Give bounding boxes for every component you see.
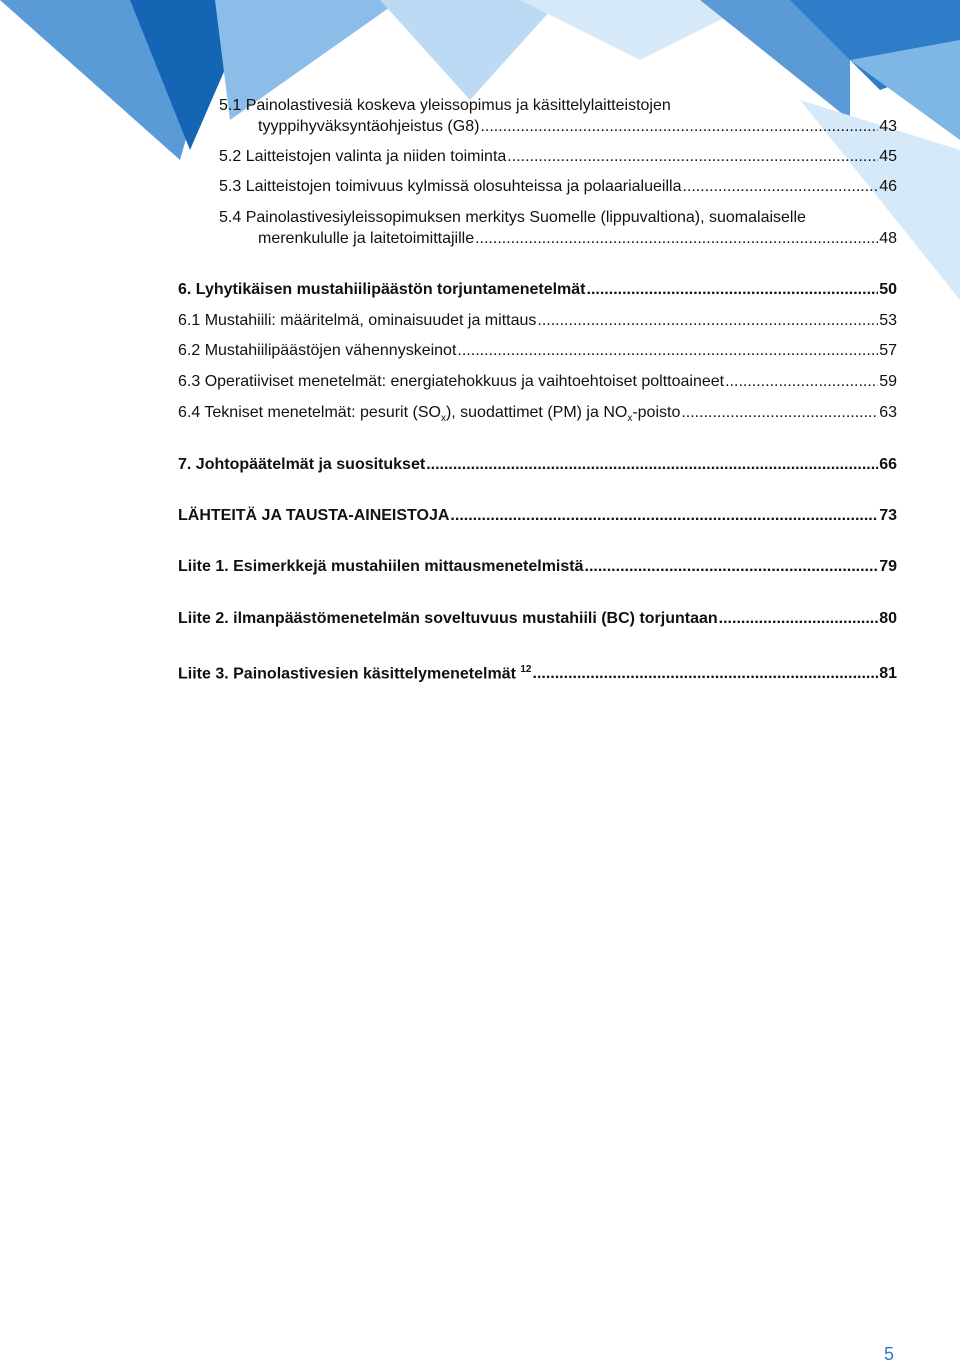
toc-entry-6-4[interactable]: [178, 403, 897, 429]
toc-page-number: 53: [879, 312, 897, 329]
toc-entry-liite-2[interactable]: [178, 609, 897, 629]
leader-dots: [533, 664, 879, 684]
footnote-marker: 12: [520, 664, 532, 675]
toc-entry-text-part: ), suodattimet (PM) ja NO: [445, 404, 628, 421]
leader-dots: [457, 341, 878, 361]
toc-entry-6[interactable]: [178, 280, 897, 300]
toc-entry-5-2[interactable]: [219, 147, 897, 167]
toc-entry-text: [178, 660, 532, 684]
toc-entry-text: [178, 403, 680, 429]
toc-entry-6-3[interactable]: [178, 372, 897, 392]
toc-entry-5-1-line1: 5.1 Painolastivesiä koskeva yleissopimus ja käsittelylaitteistojen: [219, 97, 671, 114]
toc-entry-text-part: -poisto: [632, 404, 681, 421]
toc-entry-text: 6.2 Mustahiilipäästöjen vähennyskeinot: [178, 342, 457, 359]
toc-entry-text: Liite 2. ilmanpäästömenetelmän soveltuvuus mustahiili (BC) torjuntaan: [178, 610, 718, 627]
leader-dots: [475, 229, 878, 249]
toc-entry-text: 5.3 Laitteistojen toimivuus kylmissä olosuhteissa ja polaarialueilla: [219, 178, 682, 195]
toc-entry-6-2[interactable]: [178, 341, 897, 361]
leader-dots: [682, 177, 878, 197]
toc-entry-liite-1[interactable]: [178, 557, 897, 577]
subscript-x: x: [627, 413, 633, 425]
toc-page-number: 50: [879, 281, 897, 298]
toc-page-number: 57: [879, 342, 897, 359]
leader-dots: [719, 609, 879, 629]
leader-dots: [587, 280, 879, 300]
toc-page-number: 66: [879, 456, 897, 473]
page-number: 5: [884, 1344, 895, 1364]
toc-entry-5-3[interactable]: [219, 177, 897, 197]
toc-page-number: 48: [879, 230, 897, 247]
leader-dots: [585, 557, 879, 577]
toc-page-number: 80: [879, 610, 897, 627]
toc-entry-text: LÄHTEITÄ JA TAUSTA-AINEISTOJA: [178, 507, 450, 524]
toc-page-number: 43: [879, 118, 897, 135]
leader-dots: [450, 506, 878, 526]
toc-entry-text: 7. Johtopäätelmät ja suositukset: [178, 456, 426, 473]
toc-entry-liite-3[interactable]: [178, 660, 897, 684]
toc-entry-text: 6.3 Operatiiviset menetelmät: energiatehokkuus ja vaihtoehtoiset polttoaineet: [178, 373, 725, 390]
toc-page-number: 45: [879, 148, 897, 165]
toc-page-number: 81: [879, 665, 897, 683]
toc-page-number: 63: [879, 404, 897, 421]
toc-page-number: 79: [879, 558, 897, 575]
toc-entry-text: tyyppihyväksyntäohjeistus (G8): [258, 118, 480, 135]
toc-page-number: 73: [879, 507, 897, 524]
leader-dots: [725, 372, 878, 392]
toc-entry-text: 6.1 Mustahiili: määritelmä, ominaisuudet ja mittaus: [178, 312, 537, 329]
toc-entry-text-part: Liite 3. Painolastivesien käsittelymenetelmät: [178, 665, 516, 683]
toc-entry-5-4-line1: 5.4 Painolastivesiyleissopimuksen merkitys Suomelle (lippuvaltiona), suomalaiselle: [219, 209, 806, 226]
toc-entry-text: 6. Lyhytikäisen mustahiilipäästön torjuntamenetelmät: [178, 281, 586, 298]
leader-dots: [681, 403, 878, 423]
toc-entry-text: merenkululle ja laitetoimittajille: [258, 230, 475, 247]
leader-dots: [480, 117, 878, 137]
toc-entry-text: 5.2 Laitteistojen valinta ja niiden toiminta: [219, 148, 507, 165]
leader-dots: [537, 311, 878, 331]
toc-entry-5-1[interactable]: [258, 117, 897, 137]
toc-entry-lahteita[interactable]: [178, 506, 897, 526]
leader-dots: [426, 455, 878, 475]
leader-dots: [507, 147, 878, 167]
subscript-x: x: [440, 413, 446, 425]
toc-entry-7[interactable]: [178, 455, 897, 475]
toc-page-number: 46: [879, 178, 897, 195]
toc-entry-5-4[interactable]: [258, 229, 897, 249]
toc-page-number: 59: [879, 373, 897, 390]
toc-entry-text-part: 6.4 Tekniset menetelmät: pesurit (SO: [178, 404, 441, 421]
toc-entry-text: Liite 1. Esimerkkejä mustahiilen mittausmenetelmistä: [178, 558, 584, 575]
toc-entry-6-1[interactable]: [178, 311, 897, 331]
